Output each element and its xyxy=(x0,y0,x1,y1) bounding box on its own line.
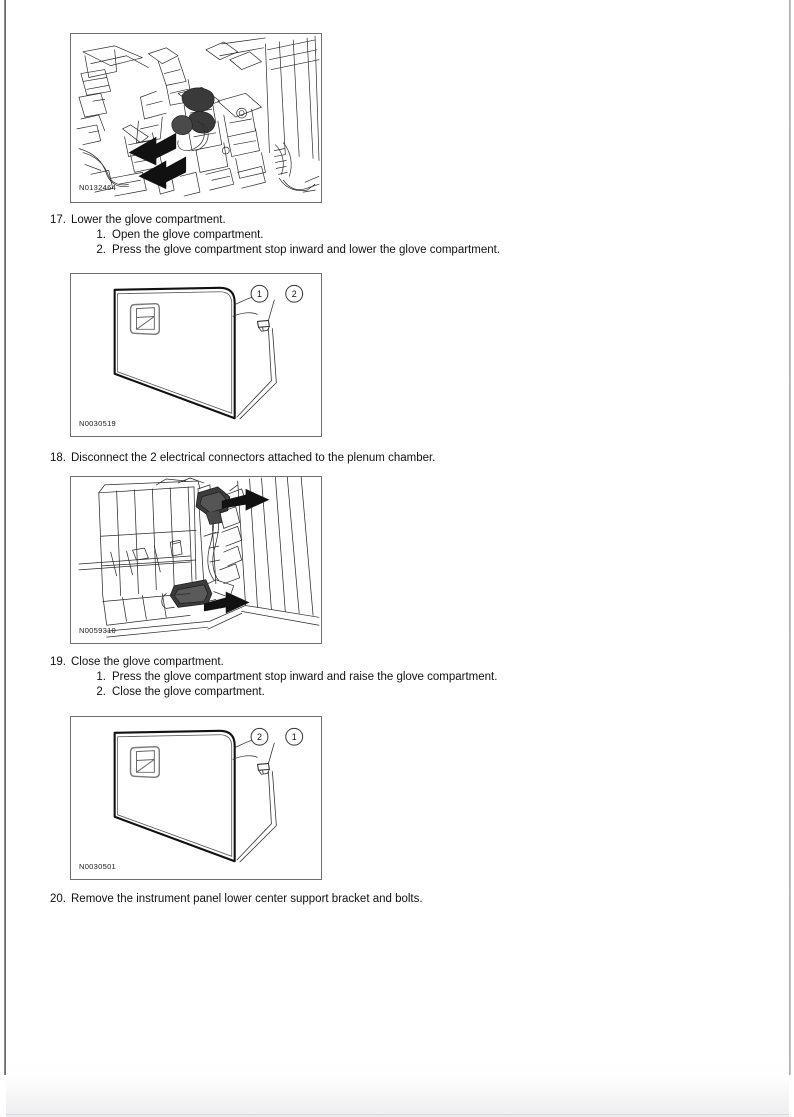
figure-id-label: N0030501 xyxy=(79,862,117,871)
step-17-substep-1-text: Open the glove compartment. xyxy=(112,229,264,241)
page-bottom-shading xyxy=(6,1060,789,1117)
step-18-text: Disconnect the 2 electrical connectors attached to the plenum chamber. xyxy=(71,452,436,464)
step-18-number: 18. xyxy=(50,452,66,464)
step-19-substep-1-text: Press the glove compartment stop inward and raise the glove compartment. xyxy=(112,671,498,683)
step-17-substep-2-number: 2. xyxy=(96,244,106,256)
step-17-text: Lower the glove compartment. xyxy=(71,214,226,226)
engine-compartment-drawing xyxy=(71,34,321,202)
page-bottom-border xyxy=(6,1114,789,1115)
glove-compartment-close-drawing xyxy=(71,717,321,879)
figure-id-label: N0059310 xyxy=(79,626,117,635)
page-right-edge xyxy=(789,0,791,1075)
step-19-substep-2-text: Close the glove compartment. xyxy=(112,686,265,698)
plenum-chamber-drawing xyxy=(71,477,321,643)
step-19-text: Close the glove compartment. xyxy=(71,656,224,668)
step-17-substep-2-text: Press the glove compartment stop inward and lower the glove compartment. xyxy=(112,244,500,256)
callout-1: 1 xyxy=(257,289,262,300)
callout-1: 1 xyxy=(291,732,297,743)
glove-compartment-open-drawing xyxy=(71,274,321,436)
step-19-number: 19. xyxy=(50,656,66,668)
callout-2: 2 xyxy=(291,289,297,300)
figure-glove-compartment-open xyxy=(70,273,322,437)
figure-id-label: N0030519 xyxy=(79,419,117,428)
step-19-substep-2-number: 2. xyxy=(96,686,106,698)
figure-engine-compartment-wiring xyxy=(70,33,322,203)
figure-id-label: N0132464 xyxy=(79,183,117,192)
step-17-substep-1-number: 1. xyxy=(96,229,106,241)
step-20-number: 20. xyxy=(50,893,66,905)
step-19-substep-1-number: 1. xyxy=(96,671,106,683)
page-left-edge xyxy=(4,0,6,1075)
step-17-number: 17. xyxy=(50,214,66,226)
figure-plenum-chamber-connectors xyxy=(70,476,322,644)
figure-glove-compartment-close xyxy=(70,716,322,880)
step-20-text: Remove the instrument panel lower center support bracket and bolts. xyxy=(71,893,423,905)
callout-2: 2 xyxy=(257,732,262,743)
